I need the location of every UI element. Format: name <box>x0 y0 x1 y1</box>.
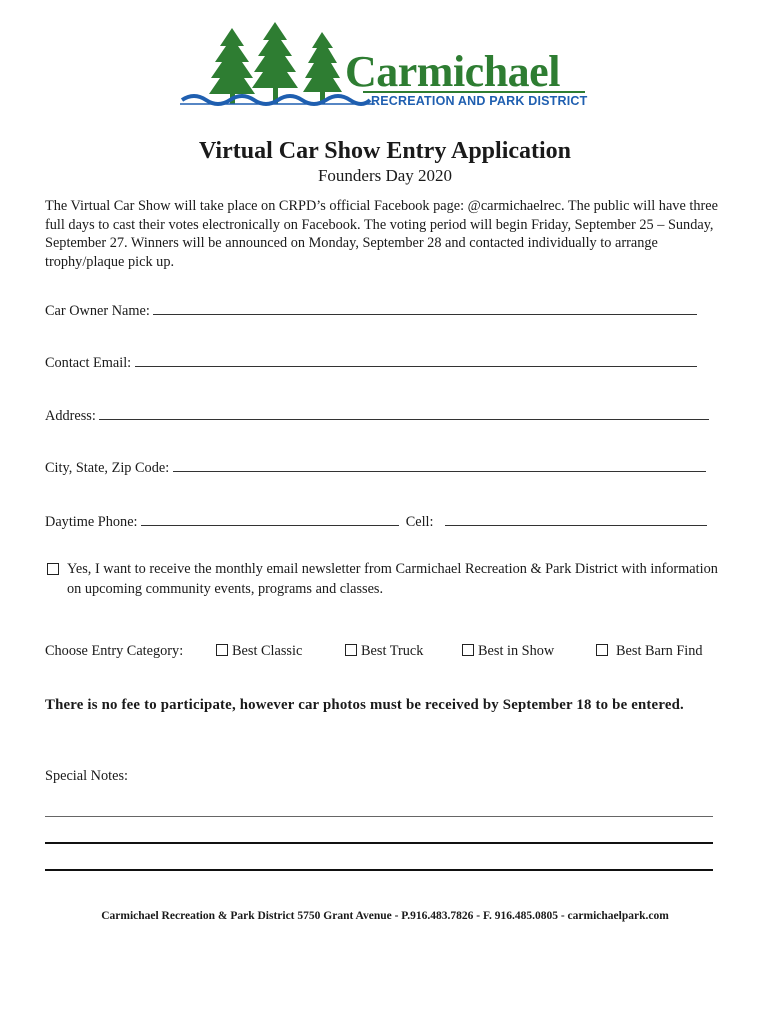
notes-line-1[interactable] <box>45 816 713 817</box>
best-in-show-checkbox[interactable] <box>462 644 474 656</box>
owner-name-field[interactable] <box>153 301 697 315</box>
city-state-zip-field[interactable] <box>173 458 706 472</box>
newsletter-optin <box>45 559 725 599</box>
page-title: Virtual Car Show Entry Application <box>198 138 572 164</box>
address-label: Address: <box>45 408 96 424</box>
best-barn-find-label: Best Barn Find <box>616 643 703 659</box>
category-option-best-barn-find[interactable] <box>596 642 703 660</box>
best-truck-checkbox[interactable] <box>345 644 357 656</box>
owner-name-row <box>45 301 697 320</box>
category-label: Choose Entry Category: <box>45 643 184 659</box>
carmichael-logo <box>180 18 590 113</box>
email-field[interactable] <box>135 353 697 367</box>
intro-paragraph: The Virtual Car Show will take place on CRPD’s official Facebook page: @carmichaelrec. The public will have three full days to cast their votes electronically on Facebook. The voting period will begin Friday, September 25 – Sunday, September 27. Winners will be announced on Monday, September 28 and contacted individually to arrange trophy/plaque pick up. <box>45 198 718 270</box>
category-option-best-classic[interactable] <box>216 642 302 660</box>
daytime-phone-field[interactable] <box>141 512 399 526</box>
newsletter-text: Yes, I want to receive the monthly email newsletter from Carmichael Recreation & Park District with information on upcoming community events, programs and classes. <box>67 561 718 597</box>
city-state-zip-label: City, State, Zip Code: <box>45 460 170 476</box>
page-subtitle: Founders Day 2020 <box>317 166 453 185</box>
logo-subtitle: RECREATION AND PARK DISTRICT <box>371 94 588 108</box>
daytime-phone-label: Daytime Phone: <box>45 514 138 530</box>
notes-line-3[interactable] <box>45 869 713 871</box>
newsletter-checkbox[interactable] <box>47 563 59 575</box>
category-option-best-in-show[interactable] <box>462 642 554 660</box>
cell-field[interactable] <box>445 512 707 526</box>
special-notes-label: Special Notes: <box>45 768 128 784</box>
best-classic-label: Best Classic <box>232 643 303 659</box>
owner-name-label: Car Owner Name: <box>45 303 150 319</box>
city-row <box>45 458 706 477</box>
best-in-show-label: Best in Show <box>478 643 555 659</box>
email-label: Contact Email: <box>45 355 132 371</box>
cell-label: Cell: <box>405 514 434 530</box>
email-row <box>45 353 697 372</box>
address-field[interactable] <box>99 406 709 420</box>
fee-notice: There is no fee to participate, however car photos must be received by September 18 to be entered. <box>45 697 684 713</box>
phone-row <box>45 512 707 531</box>
category-option-best-truck[interactable] <box>345 642 423 660</box>
notes-line-2[interactable] <box>45 842 713 844</box>
logo-wordmark: Carmichael <box>345 47 560 96</box>
best-barn-find-checkbox[interactable] <box>596 644 608 656</box>
best-classic-checkbox[interactable] <box>216 644 228 656</box>
footer-contact: Carmichael Recreation & Park District 5750 Grant Avenue - P.916.483.7826 - F. 916.485.0805 - carmichaelpark.com <box>101 910 669 922</box>
best-truck-label: Best Truck <box>361 643 424 659</box>
address-row <box>45 406 709 425</box>
